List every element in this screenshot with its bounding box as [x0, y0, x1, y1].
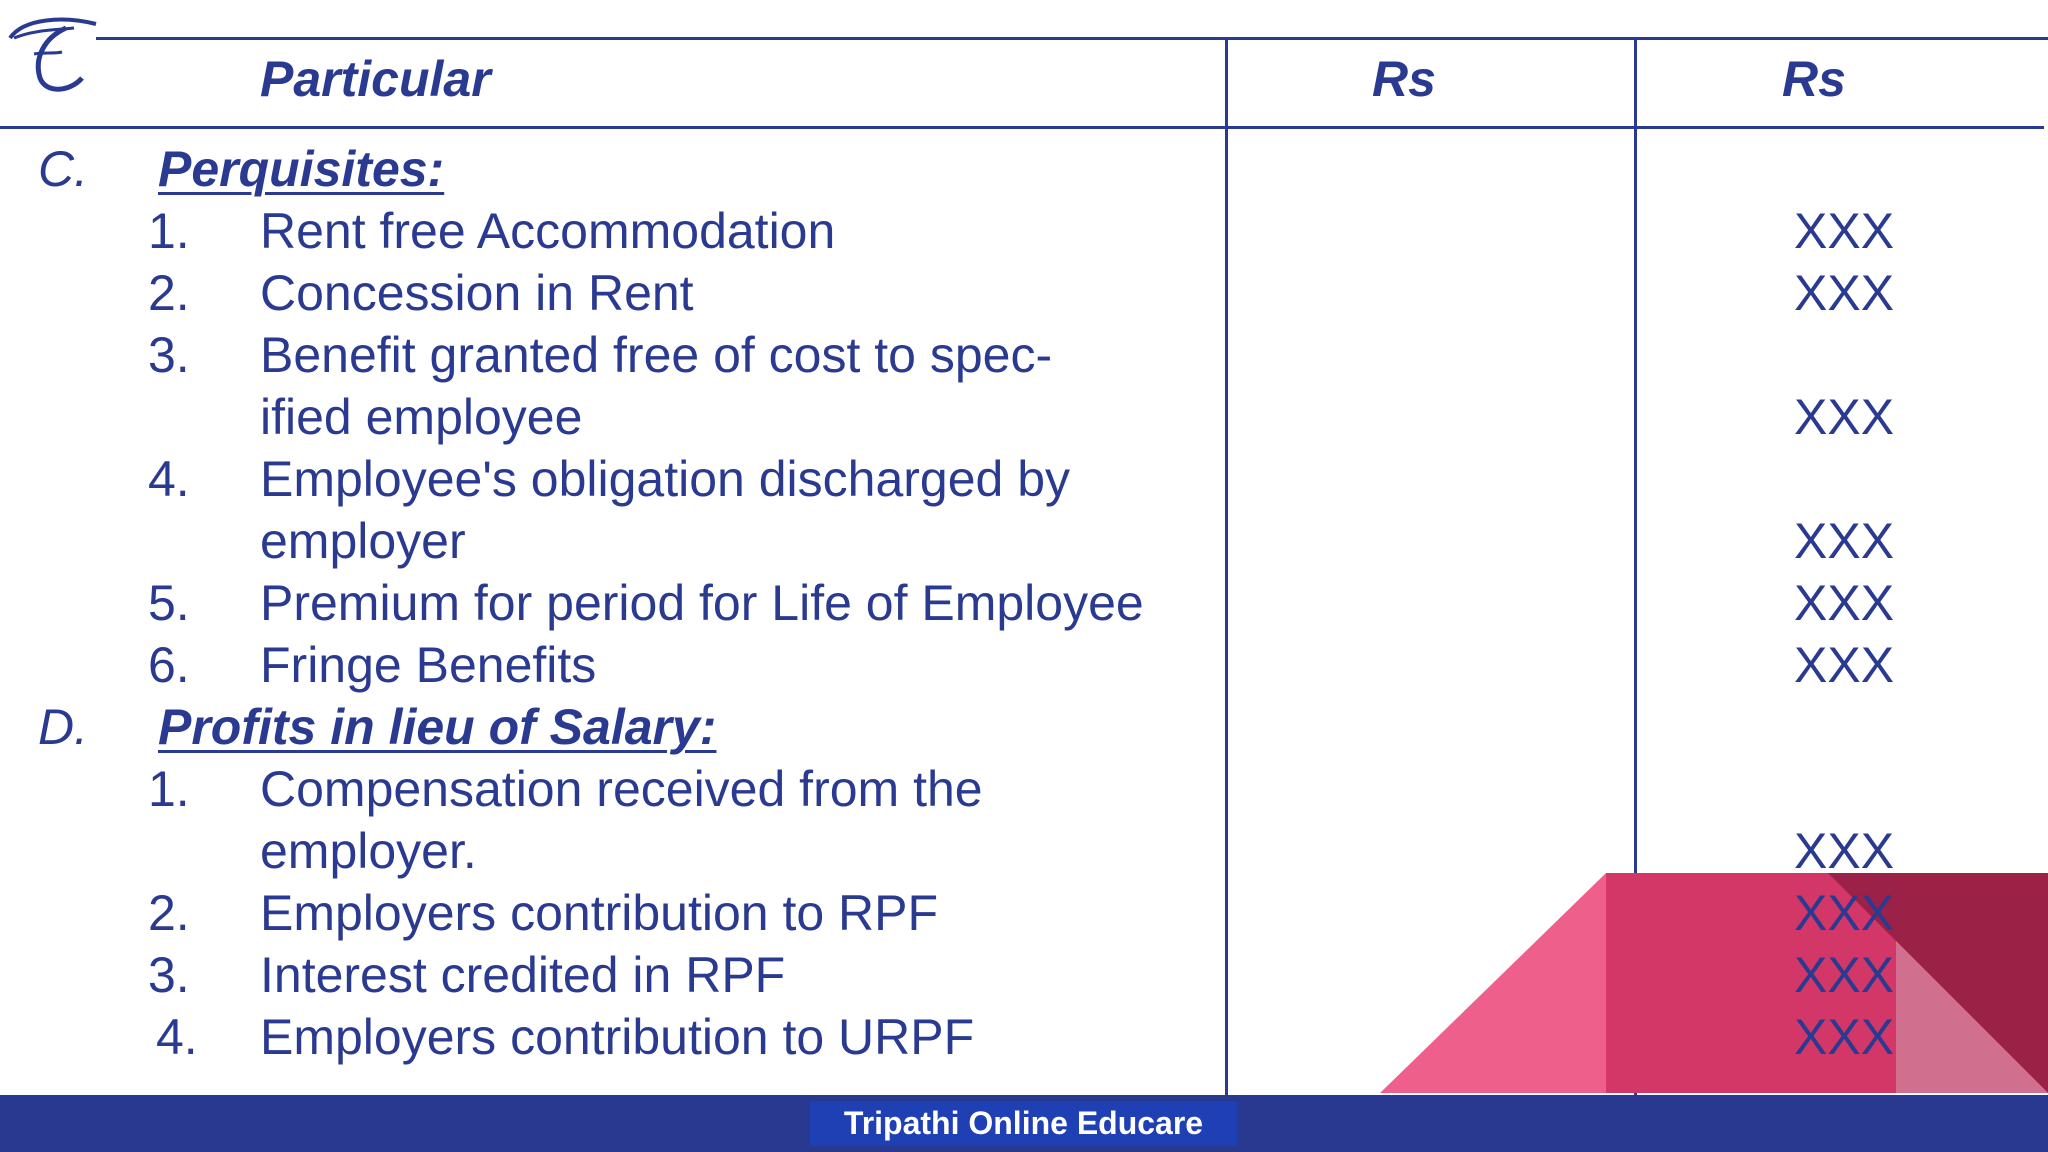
list-item: [0, 324, 2048, 386]
section-title: Profits in lieu of Salary:: [158, 699, 717, 755]
list-item: [0, 572, 2048, 634]
list-item: [0, 882, 2048, 944]
item-text: Premium for period for Life of Employee: [260, 575, 1144, 631]
item-number: 2.: [148, 265, 190, 321]
item-amount: XXX: [1794, 637, 1895, 693]
header-bottom-rule: [0, 126, 2044, 129]
script-t-logo-icon: [4, 8, 100, 98]
item-amount: XXX: [1794, 947, 1895, 1003]
item-amount: XXX: [1794, 885, 1895, 941]
list-item-continuation: [0, 386, 2048, 448]
list-item: [0, 262, 2048, 324]
header-rs-1: Rs: [1372, 51, 1436, 107]
header-top-rule: [96, 37, 2048, 40]
item-amount: XXX: [1794, 265, 1895, 321]
list-item: [0, 634, 2048, 696]
section-c-heading: [0, 138, 2048, 200]
item-number: 6.: [148, 637, 190, 693]
header-rs-2: Rs: [1782, 51, 1846, 107]
item-number: 5.: [148, 575, 190, 631]
item-text: ified employee: [260, 389, 583, 445]
list-item: [0, 944, 2048, 1006]
list-item: [0, 200, 2048, 262]
item-number: 4.: [156, 1009, 198, 1065]
item-amount: XXX: [1794, 389, 1895, 445]
section-d-heading: [0, 696, 2048, 758]
item-number: 1.: [148, 761, 190, 817]
item-number: 1.: [148, 203, 190, 259]
list-item: [0, 1006, 2048, 1068]
section-letter: D.: [38, 699, 88, 755]
list-item: [0, 448, 2048, 510]
list-item-continuation: [0, 510, 2048, 572]
section-title: Perquisites:: [158, 141, 445, 197]
item-number: 3.: [148, 947, 190, 1003]
brand-label: Tripathi Online Educare: [810, 1101, 1237, 1146]
item-text: Employers contribution to URPF: [260, 1009, 975, 1065]
item-text: Employee's obligation discharged by: [260, 451, 1071, 507]
section-letter: C.: [38, 141, 88, 197]
item-amount: XXX: [1794, 513, 1895, 569]
list-item: [0, 758, 2048, 820]
item-text: Fringe Benefits: [260, 637, 597, 693]
item-text: Benefit granted free of cost to spec-: [260, 327, 1053, 383]
item-amount: XXX: [1794, 575, 1895, 631]
item-text: Rent free Accommodation: [260, 203, 836, 259]
item-number: 3.: [148, 327, 190, 383]
item-text: employer: [260, 513, 466, 569]
item-amount: XXX: [1794, 203, 1895, 259]
item-number: 4.: [148, 451, 190, 507]
item-text: Employers contribution to RPF: [260, 885, 939, 941]
item-amount: XXX: [1794, 1009, 1895, 1065]
list-item-continuation: [0, 820, 2048, 882]
item-amount: XXX: [1794, 823, 1895, 879]
item-text: Compensation received from the: [260, 761, 983, 817]
item-text: employer.: [260, 823, 477, 879]
item-text: Concession in Rent: [260, 265, 694, 321]
header-particular: Particular: [260, 51, 491, 107]
item-text: Interest credited in RPF: [260, 947, 786, 1003]
item-number: 2.: [148, 885, 190, 941]
